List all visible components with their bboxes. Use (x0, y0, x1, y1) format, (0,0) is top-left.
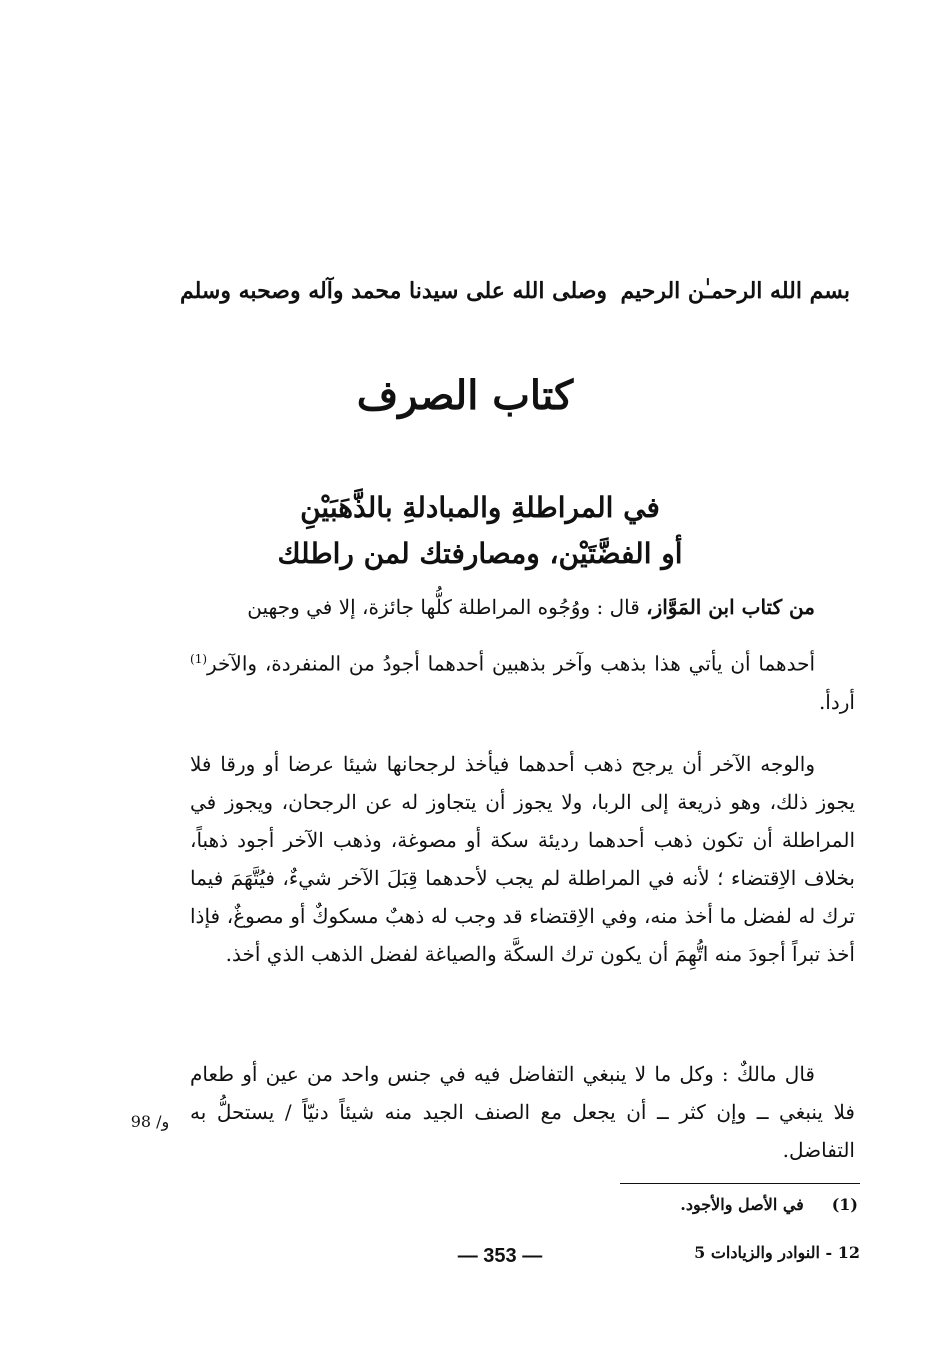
intro-text: قال : ووُجُوه المراطلة كلُّها جائزة، إلا في وجهين (247, 595, 647, 619)
footnote-text: في الأصل والأجود. (680, 1195, 804, 1214)
paragraph-2-text: والوجه الآخر أن يرجح ذهب أحدهما فيأخذ لرجحانها شيئا عرضا أو ورقا فلا يجوز ذلك، وهو ذريعة إلى الربا، ولا يجوز أن يتجاوز له عن الرجحان، ويجوز في المراطلة أن تكون ذهب أحدهما رديئة سكة أو مصوغة، وذهب الآخر أجود ذهباً، بخلاف الاِقتضاء ؛ لأنه في المراطلة لم يجب لأحدهما قِبَلَ الآخر شيءٌ، فيُتَّهَمَ فيما ترك له لفضل ما أخذ منه، وفي الاِقتضاء قد وجب له ذهبٌ مسكوكٌ أو مصوغٌ، فإذا أخذ تبراً أجودَ منه اتُّهِمَ أن يكون ترك السكَّة والصياغة لفضل الذهب الذي أخذ. (190, 752, 855, 966)
paragraph-1-text: أحدهما أن يأتي هذا بذهب وآخر بذهبين أحدهما أجودُ من المنفردة، والآخر (207, 651, 815, 676)
basmala: بسم الله الرحمـٰن الرحيم (620, 278, 850, 304)
chapter-title (200, 485, 760, 577)
paragraph-1 (190, 640, 855, 721)
intro-paragraph (190, 588, 855, 626)
footnote-divider (620, 1183, 860, 1184)
footnote-reference: (1) (190, 652, 208, 666)
paragraph-3 (190, 1055, 855, 1169)
paragraph-2 (190, 745, 855, 973)
chapter-title-line-1: في المراطلةِ والمبادلةِ بالذَّهَبَيْنِ (300, 491, 660, 524)
footnote (600, 1195, 858, 1214)
printer-signature: 12 - النوادر والزيادات 5 (694, 1243, 860, 1262)
paragraph-1-end: أردأ. (818, 689, 855, 714)
header-row (180, 278, 850, 318)
salutation: وصلى الله على سيدنا محمد وآله وصحبه وسلم (180, 278, 608, 304)
folio-margin-note: 98 /و (130, 1112, 170, 1131)
book-title: كتاب الصرف (356, 372, 574, 419)
paragraph-3-text: قال مالكٌ : وكل ما لا ينبغي التفاضل فيه في جنس واحد من عين أو طعام فلا ينبغي ــ وإن كثر ــ أن يجعل مع الصنف الجيد منه شيئاً دنيّاً / يستحلُّ به التفاضل. (190, 1062, 855, 1162)
footnote-number: (1) (831, 1195, 858, 1214)
chapter-title-line-2: أو الفضَّتَيْن، ومصارفتك لمن راطلك (277, 537, 683, 570)
page-number: — 353 — (457, 1245, 543, 1267)
intro-source: من كتاب ابن المَوَّاز، (646, 595, 815, 619)
